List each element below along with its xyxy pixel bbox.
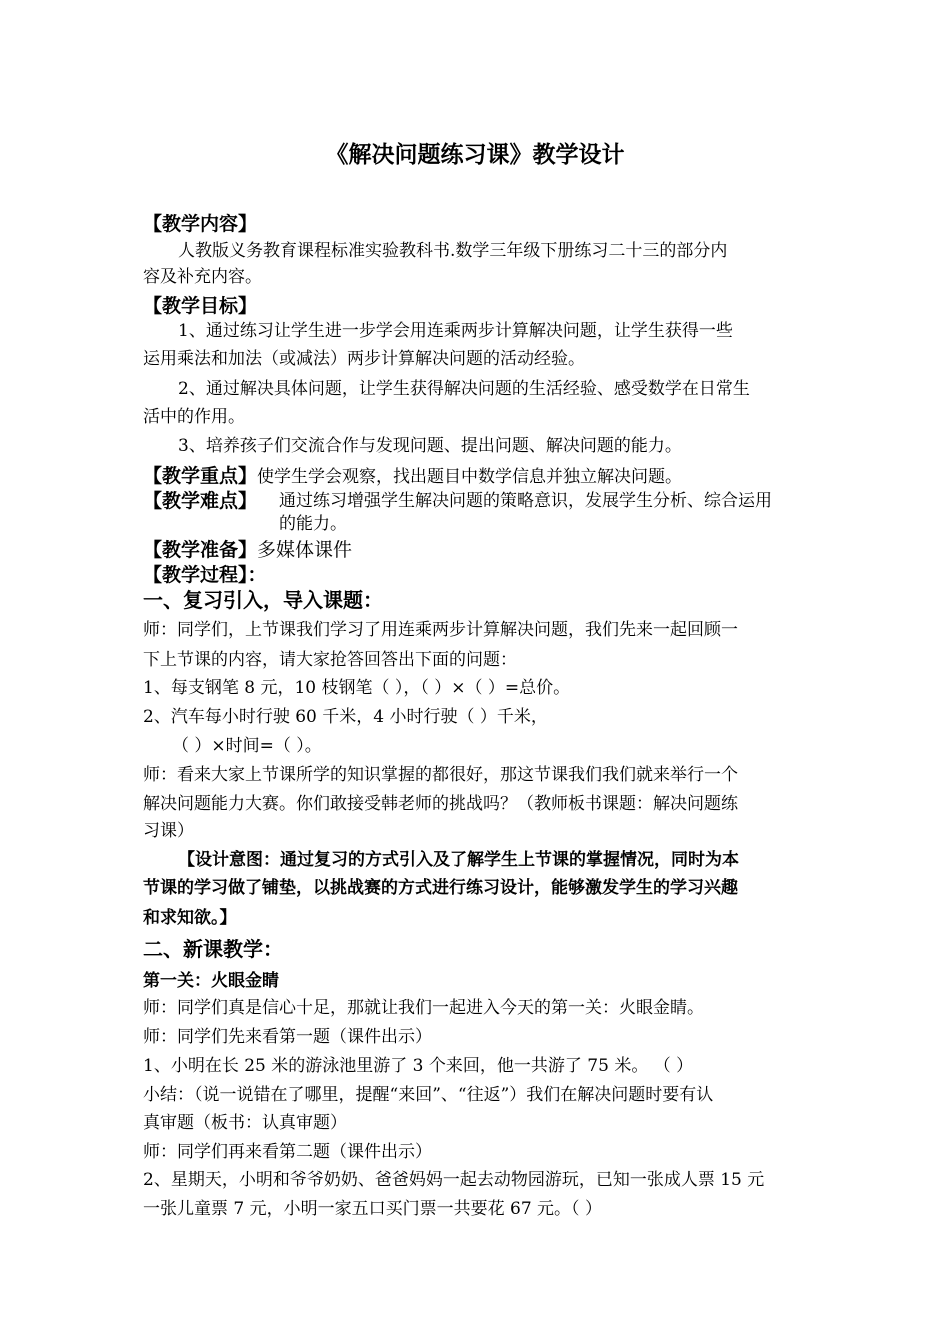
section2-line: 1、小明在长 25 米的游泳池里游了 3 个来回，他一共游了 75 米。 （ ） — [143, 1056, 694, 1076]
design-intent-line: 和求知欲。】 — [143, 908, 237, 928]
section2-line: 师：同学们真是信心十足，那就让我们一起进入今天的第一关：火眼金睛。 — [143, 998, 704, 1018]
design-intent-line: 【设计意图：通过复习的方式引入及了解学生上节课的掌握情况，同时为本 — [178, 850, 739, 870]
difficulty-heading: 【教学难点】 — [143, 490, 258, 512]
goals-line: 1、通过练习让学生进一步学会用连乘两步计算解决问题，让学生获得一些 — [178, 321, 733, 341]
section2-line: 师：同学们先来看第一题（课件出示） — [143, 1027, 432, 1047]
preparation-heading: 【教学准备】 — [143, 539, 258, 561]
section2-line: 一张儿童票 7 元，小明一家五口买门票一共要花 67 元。（ ） — [143, 1199, 602, 1219]
section2-line: 2、星期天，小明和爷爷奶奶、爸爸妈妈一起去动物园游玩，已知一张成人票 15 元 — [143, 1170, 765, 1190]
content-line: 容及补充内容。 — [143, 267, 262, 287]
goals-line: 运用乘法和加法（或减法）两步计算解决问题的活动经验。 — [143, 349, 585, 369]
focus-heading: 【教学重点】 — [143, 465, 258, 487]
focus-text: 使学生学会观察，找出题目中数学信息并独立解决问题。 — [257, 467, 683, 487]
section1-heading: 一、复习引入，导入课题： — [143, 588, 383, 612]
content-line: 人教版义务教育课程标准实验教科书.数学三年级下册练习二十三的部分内 — [178, 241, 728, 261]
question-2-cont: （ ）×时间=（ ）。 — [172, 736, 322, 756]
preparation-text: 多媒体课件 — [257, 539, 353, 561]
document-title: 《解决问题练习课》教学设计 — [325, 142, 625, 168]
level1-heading: 第一关：火眼金睛 — [143, 971, 279, 991]
difficulty-line: 通过练习增强学生解决问题的策略意识，发展学生分析、综合运用 — [279, 491, 772, 511]
difficulty-line: 的能力。 — [279, 514, 347, 534]
goals-line: 活中的作用。 — [143, 407, 245, 427]
content-heading: 【教学内容】 — [143, 213, 258, 235]
design-intent-line: 节课的学习做了铺垫，以挑战赛的方式进行练习设计，能够激发学生的学习兴趣 — [143, 878, 738, 898]
section2-line: 小结：（说一说错在了哪里，提醒“来回”、“往返”）我们在解决问题时要有认 — [143, 1085, 714, 1105]
preparation-row — [143, 537, 352, 564]
section2-line: 师：同学们再来看第二题（课件出示） — [143, 1142, 432, 1162]
focus-row — [143, 463, 682, 490]
section1-line: 师：看来大家上节课所学的知识掌握的都很好，那这节课我们我们就来举行一个 — [143, 765, 738, 785]
section1-line: 下上节课的内容，请大家抢答回答出下面的问题： — [143, 650, 517, 670]
section1-line: 师：同学们，上节课我们学习了用连乘两步计算解决问题，我们先来一起回顾一 — [143, 620, 738, 640]
section1-line: 解决问题能力大赛。你们敢接受韩老师的挑战吗？（教师板书课题：解决问题练 — [143, 794, 738, 814]
process-heading: 【教学过程】： — [143, 564, 267, 586]
goals-line: 3、培养孩子们交流合作与发现问题、提出问题、解决问题的能力。 — [178, 436, 682, 456]
section1-line: 习课） — [143, 821, 194, 841]
goals-line: 2、通过解决具体问题，让学生获得解决问题的生活经验、感受数学在日常生 — [178, 379, 750, 399]
question-1: 1、每支钢笔 8 元，10 枝钢笔（ ），（ ）×（ ）=总价。 — [143, 678, 571, 698]
question-2: 2、汽车每小时行驶 60 千米，4 小时行驶（ ）千米， — [143, 707, 548, 727]
section2-line: 真审题（板书：认真审题） — [143, 1113, 347, 1133]
section2-heading: 二、新课教学： — [143, 937, 283, 961]
goals-heading: 【教学目标】 — [143, 295, 258, 317]
